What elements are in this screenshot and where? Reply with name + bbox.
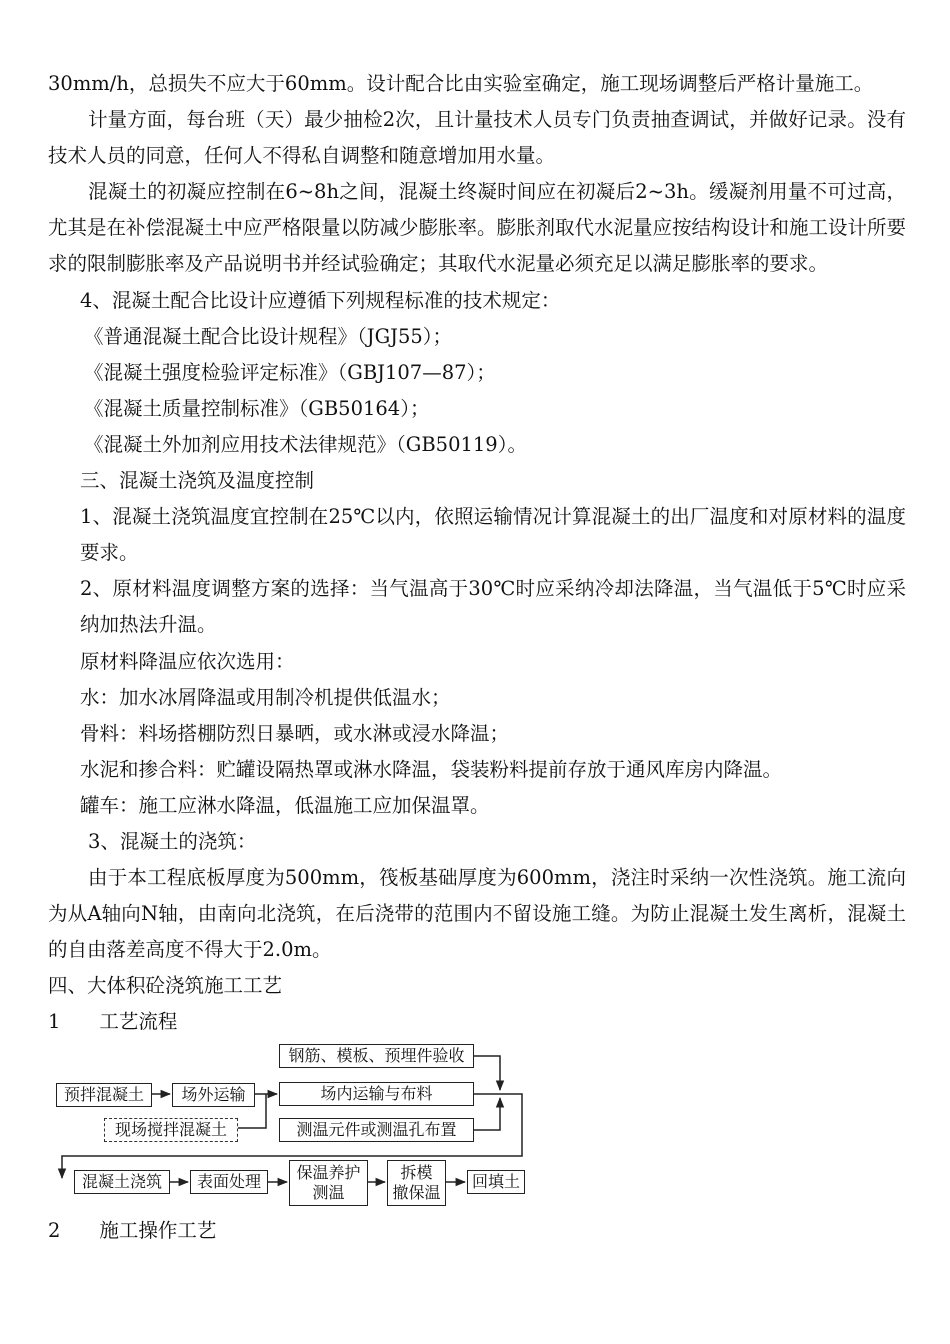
arrow-sensors xyxy=(474,1098,500,1130)
arrow-inspection xyxy=(474,1056,500,1090)
list-aggregate: 骨料：料场搭棚防烈日暴晒，或水淋或浸水降温； xyxy=(80,721,510,745)
process-flow-diagram xyxy=(0,1040,950,1215)
list-cement: 水泥和掺合料：贮罐设隔热罩或淋水降温，袋装粉料提前存放于通风库房内降温。 xyxy=(80,757,783,781)
standard-4: 《混凝土外加剂应用技术法律规范》（GB50119）。 xyxy=(84,432,527,456)
remove-line-2: 撤保温 xyxy=(392,1183,441,1202)
standard-3: 《混凝土质量控制标准》（GB50164）； xyxy=(84,396,430,420)
curing-line-1: 保温养护 xyxy=(296,1163,361,1182)
box-premix: 预拌混凝土 xyxy=(56,1083,152,1107)
list-truck: 罐车：施工应淋水降温，低温施工应加保温罩。 xyxy=(80,793,490,817)
box-pouring: 混凝土浇筑 xyxy=(74,1170,170,1194)
box-curing xyxy=(289,1160,368,1206)
box-onsite-mix: 现场搅拌混凝土 xyxy=(104,1118,238,1142)
box-surface: 表面处理 xyxy=(190,1170,268,1194)
box-remove xyxy=(387,1160,446,1206)
list-water: 水：加水冰屑降温或用制冷机提供低温水； xyxy=(80,685,451,709)
paragraph-2: 混凝土的初凝应控制在6~8h之间，混凝土终凝时间应在初凝后2~3h。缓凝剂用量不可过高，尤其是在补偿混凝土中应严格限量以防减少膨胀率。膨胀剂取代水泥量应按结构设计和施工设计所要求的限制膨胀率及产品说明书并经试验确定；其取代水泥量必须充足以满足膨胀率的要求。 xyxy=(48,180,907,276)
paragraph-16: 3、混凝土的浇筑： xyxy=(88,829,257,853)
box-inspection: 钢筋、模板、预埋件验收 xyxy=(279,1044,474,1068)
paragraph-9: 1、混凝土浇筑温度宜控制在25℃以内，依照运输情况计算混凝土的出厂温度和对原材料的温度要求。 xyxy=(80,505,906,565)
paragraph-10: 2、原材料温度调整方案的选择：当气温高于30℃时应采纳冷却法降温，当气温低于5℃时应采纳加热法升温。 xyxy=(80,577,906,637)
subsection-2-heading: 2 施工操作工艺 xyxy=(48,1219,217,1242)
paragraph-11: 原材料降温应依次选用： xyxy=(80,649,295,673)
box-temp-sensors: 测温元件或测温孔布置 xyxy=(279,1118,474,1142)
remove-line-1: 拆模 xyxy=(400,1163,433,1182)
box-transport-in: 场内运输与布料 xyxy=(279,1082,474,1106)
standard-1: 《普通混凝土配合比设计规程》（JGJ55）； xyxy=(84,324,453,348)
paragraph-1: 计量方面，每台班（天）最少抽检2次，且计量技术人员专门负责抽查调试，并做好记录。没有技术人员的同意，任何人不得私自调整和随意增加用水量。 xyxy=(48,108,906,168)
box-transport-out: 场外运输 xyxy=(172,1083,255,1107)
section-4-heading: 四、大体积砼浇筑施工工艺 xyxy=(48,974,283,998)
subsection-1-heading: 1 工艺流程 xyxy=(48,1010,178,1034)
section-3-heading: 三、混凝土浇筑及温度控制 xyxy=(80,469,315,493)
paragraph-17: 由于本工程底板厚度为500mm，筏板基础厚度为600mm，浇注时采纳一次性浇筑。施工流向为从A轴向N轴，由南向北浇筑，在后浇带的范围内不留设施工缝。为防止混凝土发生离析，混凝土的自由落差高度不得大于2.0m。 xyxy=(48,866,906,962)
paragraph-0: 30mm/h，总损失不应大于60mm。设计配合比由实验室确定，施工现场调整后严格计量施工。 xyxy=(48,72,874,95)
paragraph-3: 4、混凝土配合比设计应遵循下列规程标准的技术规定： xyxy=(80,288,561,312)
box-backfill: 回填土 xyxy=(467,1170,525,1194)
standard-2: 《混凝土强度检验评定标准》（GBJ107—87）； xyxy=(84,360,496,384)
document-body xyxy=(48,66,906,1041)
curing-line-2: 测温 xyxy=(312,1183,345,1202)
